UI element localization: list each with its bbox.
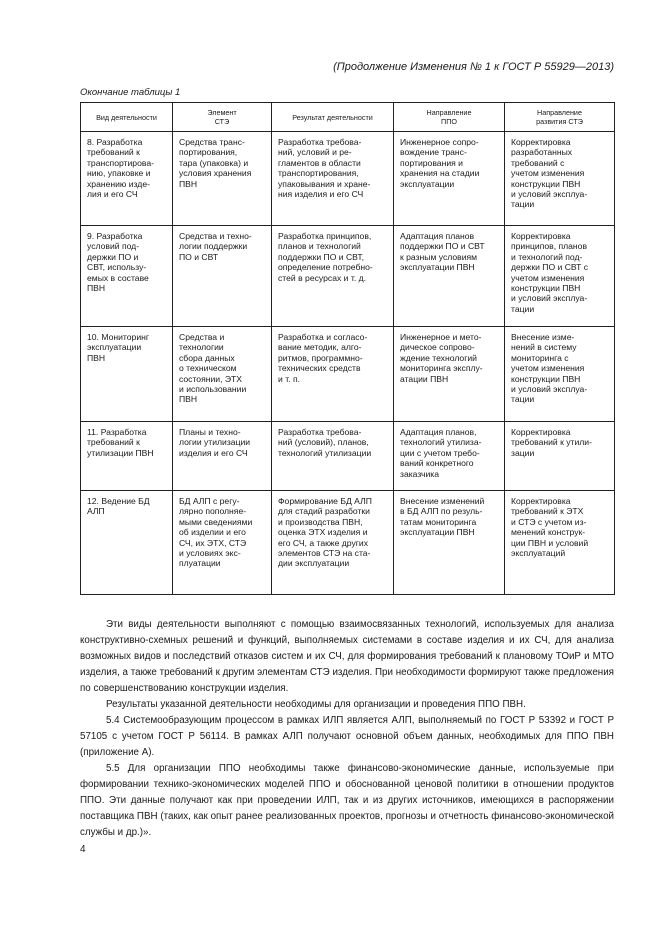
table-cell: 10. Мониторинг эксплуатации ПВН <box>81 327 173 422</box>
table-cell: 11. Разработка требований к утилизации ПВН <box>81 422 173 491</box>
paragraph: 5.5 Для организации ППО необходимы также финансово-экономические данные, используемые при формировании технико-экономических моделей ППО и обоснованной ценовой политики в отношении продуктов ППО. Эти данные получают как при проведении ИЛП, так и из других источников, имеющихся в распоряжении поставщика ПВН (таких, как опыт ранее реализованных проектов, прогнозы и отчетность финансово-экономической службы и др.)». <box>80 763 614 838</box>
table-header-row <box>81 103 615 132</box>
table-cell: БД АЛП с регу- лярно пополняе- мыми сведениями об изделии и его СЧ, их ЭТХ, СТЭ и условиях экс- плуатации <box>173 491 272 595</box>
table-cell: Корректировка требований к утили- зации <box>505 422 615 491</box>
paragraph: 5.4 Системообразующим процессом в рамках ИЛП является АЛП, выполняемый по ГОСТ Р 53392 и ГОСТ Р 57105 с учетом ГОСТ Р 56114. В рамках АЛП получают основной объем данных, необходимых для ППО ПВН (приложение А). <box>80 715 614 758</box>
table-row <box>81 327 615 422</box>
table-cell: Внесение изменений в БД АЛП по резуль- татам мониторинга эксплуатации ПВН <box>394 491 505 595</box>
table-cell: Инженерное и мето- дическое сопрово- ждение технологий мониторинга эксплу- атации ПВН <box>394 327 505 422</box>
table-cell: Разработка требова- ний, условий и ре- гламентов в области транспортирования, упаковывания и хране- ния изделия и его СЧ <box>272 132 394 226</box>
column-header: Вид деятельности <box>81 103 173 132</box>
table-row <box>81 422 615 491</box>
activity-table <box>80 102 615 595</box>
table-cell: Корректировка требований к ЭТХ и СТЭ с учетом из- менений конструк- ции ПВН и условий эксплуатаций <box>505 491 615 595</box>
paragraph: Результаты указанной деятельности необходимы для организации и проведения ППО ПВН. <box>106 699 526 710</box>
body-text <box>80 617 614 841</box>
table-row <box>81 491 615 595</box>
table-cell: Средства и техно- логии поддержки ПО и СВТ <box>173 226 272 327</box>
table-cell: Инженерное сопро- вождение транс- портирования и хранения на стадии эксплуатации <box>394 132 505 226</box>
column-header: Результат деятельности <box>272 103 394 132</box>
table-cell: 8. Разработка требований к транспортирова- нию, упаковке и хранению изде- лия и его СЧ <box>81 132 173 226</box>
table-row <box>81 226 615 327</box>
table-cell: Корректировка принципов, планов и технологий под- держки ПО и СВТ с учетом изменения конструкции ПВН и условий эксплуа- тации <box>505 226 615 327</box>
table-cell: Адаптация планов, технологий утилиза- ции с учетом требо- ваний конкретного заказчика <box>394 422 505 491</box>
column-header: Элемент СТЭ <box>173 103 272 132</box>
table-cell: Планы и техно- логии утилизации изделия и его СЧ <box>173 422 272 491</box>
table-cell: Разработка и согласо- вание методик, алго- ритмов, программно- технических средств и т. п. <box>272 327 394 422</box>
page-header: (Продолжение Изменения № 1 к ГОСТ Р 55929—2013) <box>333 61 614 73</box>
table-cell: Внесение изме- нений в систему мониторинга с учетом изменения конструкции ПВН и условий эксплуа- тации <box>505 327 615 422</box>
table-cell: 9. Разработка условий под- держки ПО и СВТ, использу- емых в составе ПВН <box>81 226 173 327</box>
table-cell: 12. Ведение БД АЛП <box>81 491 173 595</box>
table-cell: Средства транс- портирования, тара (упаковка) и условия хранения ПВН <box>173 132 272 226</box>
paragraph: Эти виды деятельности выполняют с помощью взаимосвязанных технологий, используемых для анализа конструктивно-схемных решений и функций, выполняемых системами в составе изделия и их СЧ, для анализа возможных видов и последствий отказов систем и их СЧ, для формирования требований к плановому ТОиР и МТО изделия, а также требований к другим элементам СТЭ изделия. При необходимости формируют также предложения по совершенствованию конструкции изделия. <box>80 619 614 694</box>
page-number: 4 <box>80 844 86 855</box>
table-cell: Корректировка разработанных требований с учетом изменения конструкции ПВН и условий эксплуа- тации <box>505 132 615 226</box>
column-header: Направление ППО <box>394 103 505 132</box>
table-cell: Средства и технологии сбора данных о техническом состоянии, ЭТХ и использовании ПВН <box>173 327 272 422</box>
column-header: Направление развития СТЭ <box>505 103 615 132</box>
table-cell: Формирование БД АЛП для стадий разработки и производства ПВН, оценка ЭТХ изделия и его СЧ, а также других элементов СТЭ на ста- дии эксплуатации <box>272 491 394 595</box>
table-cell: Адаптация планов поддержки ПО и СВТ к разным условиям эксплуатации ПВН <box>394 226 505 327</box>
table-caption: Окончание таблицы 1 <box>80 87 181 98</box>
table-row <box>81 132 615 226</box>
table-cell: Разработка требова- ний (условий), планов, технологий утилизации <box>272 422 394 491</box>
table-cell: Разработка принципов, планов и технологий поддержки ПО и СВТ, определение потребно- стей в ресурсах и т. д. <box>272 226 394 327</box>
